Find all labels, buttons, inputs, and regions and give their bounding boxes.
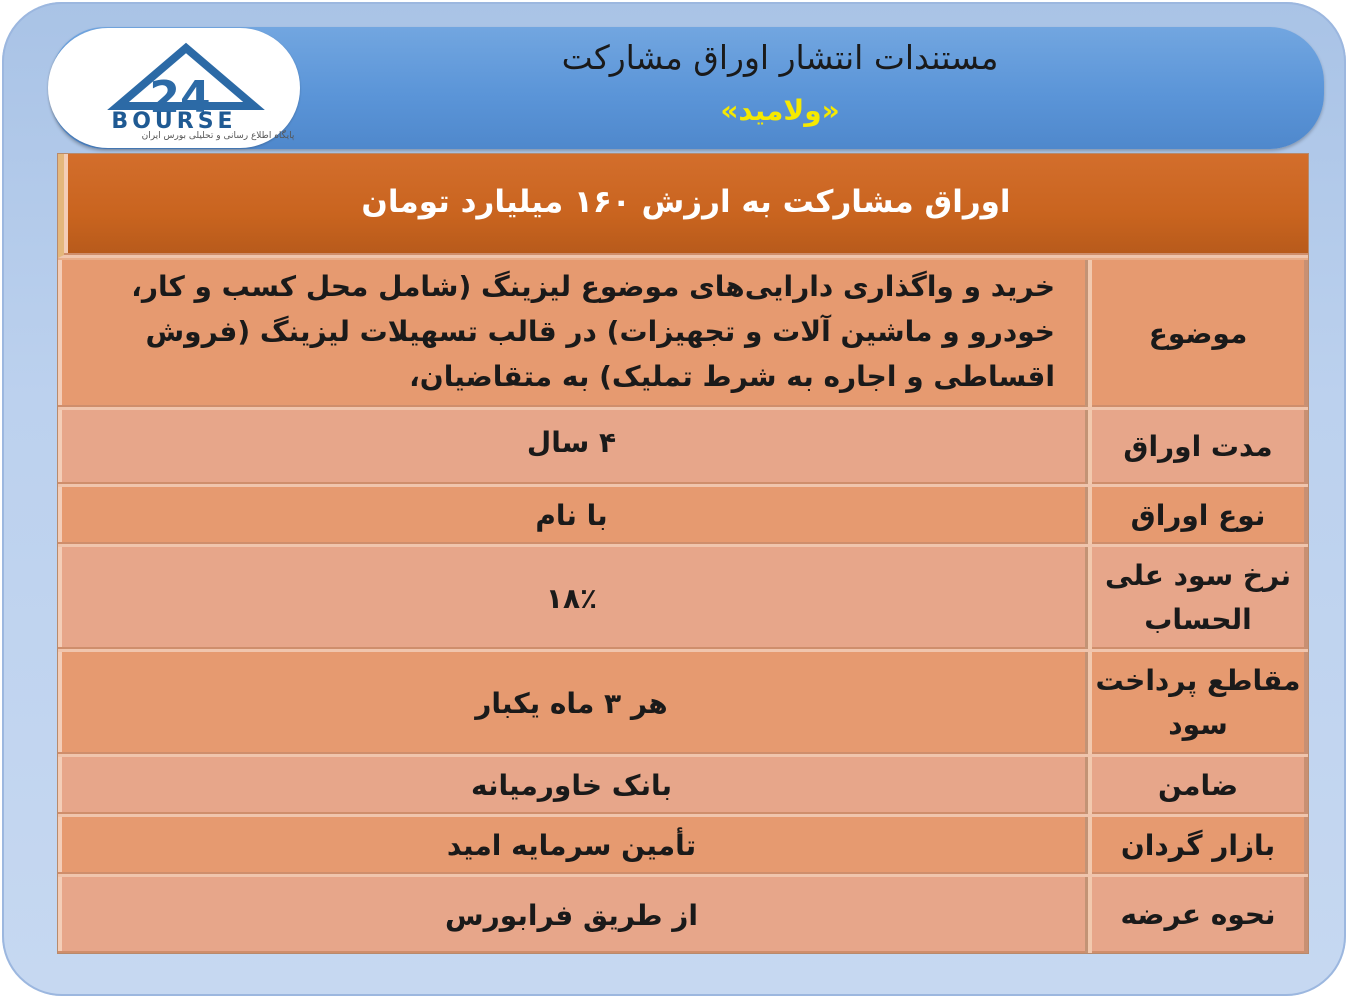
table-row [58,487,1308,547]
row-label: بازار گردان [1085,817,1308,874]
row-value: ۱۸٪ [545,581,598,615]
table-row [58,547,1308,652]
table-row [58,260,1308,410]
page-subtitle: «ولامید» [720,94,840,127]
row-label: نوع اوراق [1085,487,1308,544]
banner-title: اوراق مشارکت به ارزش ۱۶۰ میلیارد تومان [361,184,1011,220]
row-value: با نام [535,499,608,532]
table-row [58,652,1308,757]
row-label: مدت اوراق [1085,410,1308,484]
logo-text: BOURSE [111,109,237,134]
row-label: مقاطع پرداخت سود [1085,652,1308,754]
table-row [58,410,1308,487]
row-value: بانک خاورمیانه [471,769,672,802]
table-row [58,757,1308,817]
logo-caption: پایگاه اطلاع رسانی و تحلیلی بورس ایران [141,131,295,141]
row-value: تأمین سرمایه امید [446,829,697,862]
row-value: ۴ سال [526,426,617,459]
page-title: مستندات انتشار اوراق مشارکت [561,38,999,77]
logo-number: 24 [149,72,211,123]
row-value: هر ۳ ماه یکبار [475,686,668,720]
row-value [58,260,1085,407]
row-label: ضامن [1085,757,1308,814]
table-row [58,817,1308,877]
row-label: نحوه عرضه [1085,877,1308,953]
row-value-text: خرید و واگذاری دارایی‌های موضوع لیزینگ (شامل محل کسب و کار، خودرو و ماشین آلات و تجهیزات) در قالب تسهیلات لیزینگ (فروش اقساطی و اجاره به شرط تملیک) به متقاضیان، [131,270,1055,393]
table-row [58,877,1308,953]
row-label: موضوع [1085,260,1308,407]
row-label: نرخ سود علی الحساب [1085,547,1308,649]
row-value: از طریق فرابورس [445,898,698,932]
bond-info-table [57,153,1309,954]
bourse-logo [48,28,300,148]
table-banner [58,154,1308,258]
